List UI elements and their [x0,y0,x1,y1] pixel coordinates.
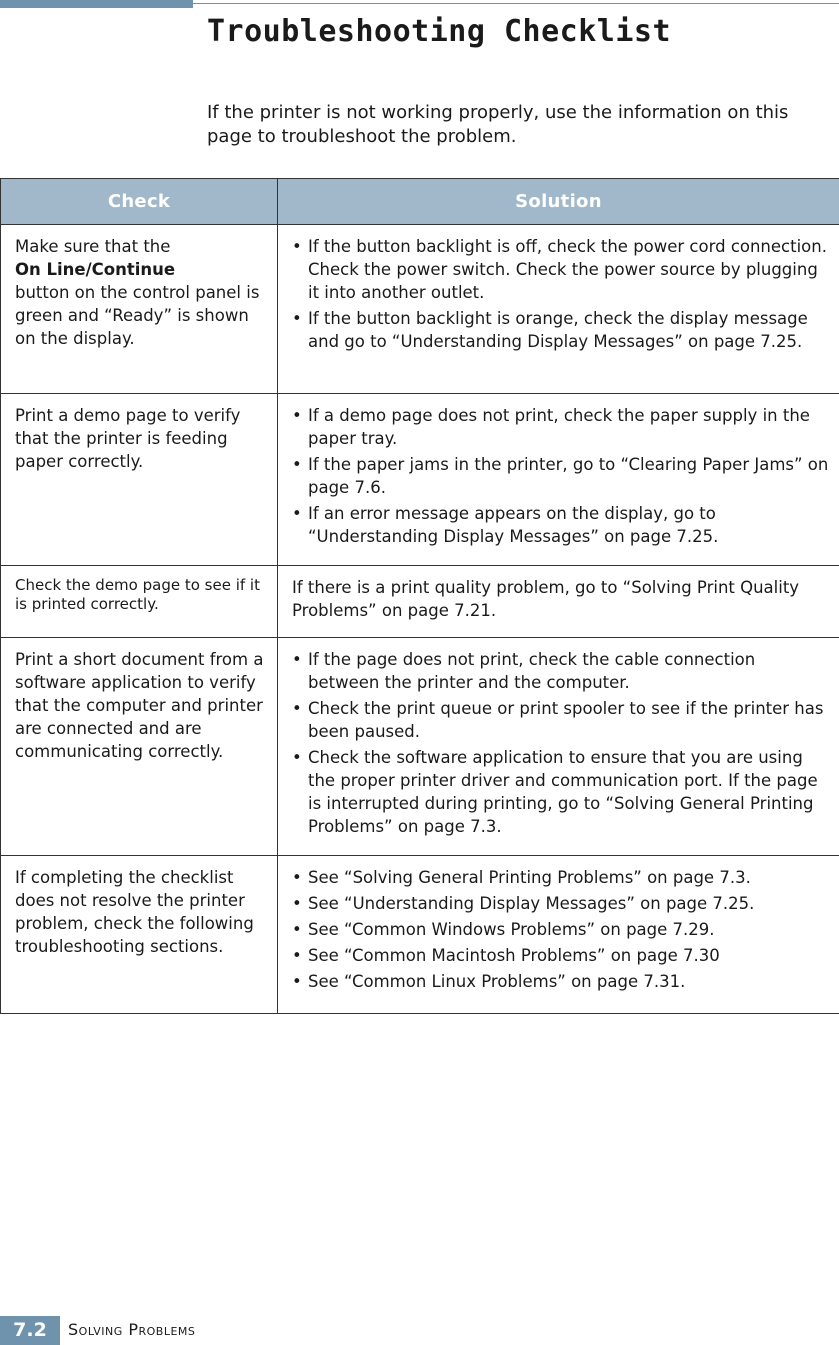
solution-item: • Check the print queue or print spooler to see if the printer has been paused. [292,697,829,743]
table-row [1,225,839,394]
table-row [1,566,839,638]
section-name: Solving Problems [68,1320,196,1339]
solution-item: • If the button backlight is off, check the power cord connection. Check the power switch. Check the power source by plugging it into another outlet. [292,235,829,304]
solution-item: • See “Solving General Printing Problems” on page 7.3. [292,866,829,889]
solution-list [292,235,829,353]
check-button-name: On Line/Continue [15,260,176,279]
solution-item: • See “Understanding Display Messages” on page 7.25. [292,892,829,915]
page-footer [0,1316,839,1345]
column-header-check: Check [1,179,278,225]
solution-list [292,866,829,993]
solution-item: • If the page does not print, check the cable connection between the printer and the computer. [292,648,829,694]
solution-cell [278,225,839,394]
solution-cell [278,856,839,1014]
solution-item: • See “Common Linux Problems” on page 7.31. [292,970,829,993]
check-cell: Check the demo page to see if it is printed correctly. [1,566,278,638]
table-row [1,394,839,566]
table-row [1,856,839,1014]
solution-item: • See “Common Macintosh Problems” on page 7.30 [292,944,829,967]
check-cell: If completing the checklist does not resolve the printer problem, check the following troubleshooting sections. [1,856,278,1014]
solution-item: • If the button backlight is orange, check the display message and go to “Understanding Display Messages” on page 7.25. [292,307,829,353]
solution-item: • If a demo page does not print, check the paper supply in the paper tray. [292,404,829,450]
page-title: Troubleshooting Checklist [207,14,672,49]
check-cell [1,225,278,394]
solution-list [292,404,829,548]
table-header-row [1,179,839,225]
intro-paragraph: If the printer is not working properly, use the information on this page to troubleshoot the problem. [207,102,789,147]
solution-item: • If an error message appears on the display, go to “Understanding Display Messages” on page 7.25. [292,502,829,548]
troubleshooting-table [0,178,839,1014]
solution-item: • See “Common Windows Problems” on page 7.29. [292,918,829,941]
check-text: Make sure that the [15,237,171,256]
check-cell: Print a demo page to verify that the printer is feeding paper correctly. [1,394,278,566]
solution-cell [278,394,839,566]
header-rule [193,3,839,4]
table-row [1,638,839,856]
header-accent-tab [0,0,193,8]
solution-item: • Check the software application to ensure that you are using the proper printer driver and communication port. If the page is interrupted during printing, go to “Solving General Printing Problems” on page 7.3. [292,746,829,838]
check-cell: Print a short document from a software application to verify that the computer and printer are connected and are communicating correctly. [1,638,278,856]
solution-cell: If there is a print quality problem, go to “Solving Print Quality Problems” on page 7.21. [278,566,839,638]
solution-item: • If the paper jams in the printer, go to “Clearing Paper Jams” on page 7.6. [292,453,829,499]
page-number: 7.2 [0,1316,60,1345]
column-header-solution: Solution [278,179,839,225]
solution-list [292,648,829,838]
check-text: button on the control panel is green and “Ready” is shown on the display. [15,283,260,348]
solution-cell [278,638,839,856]
